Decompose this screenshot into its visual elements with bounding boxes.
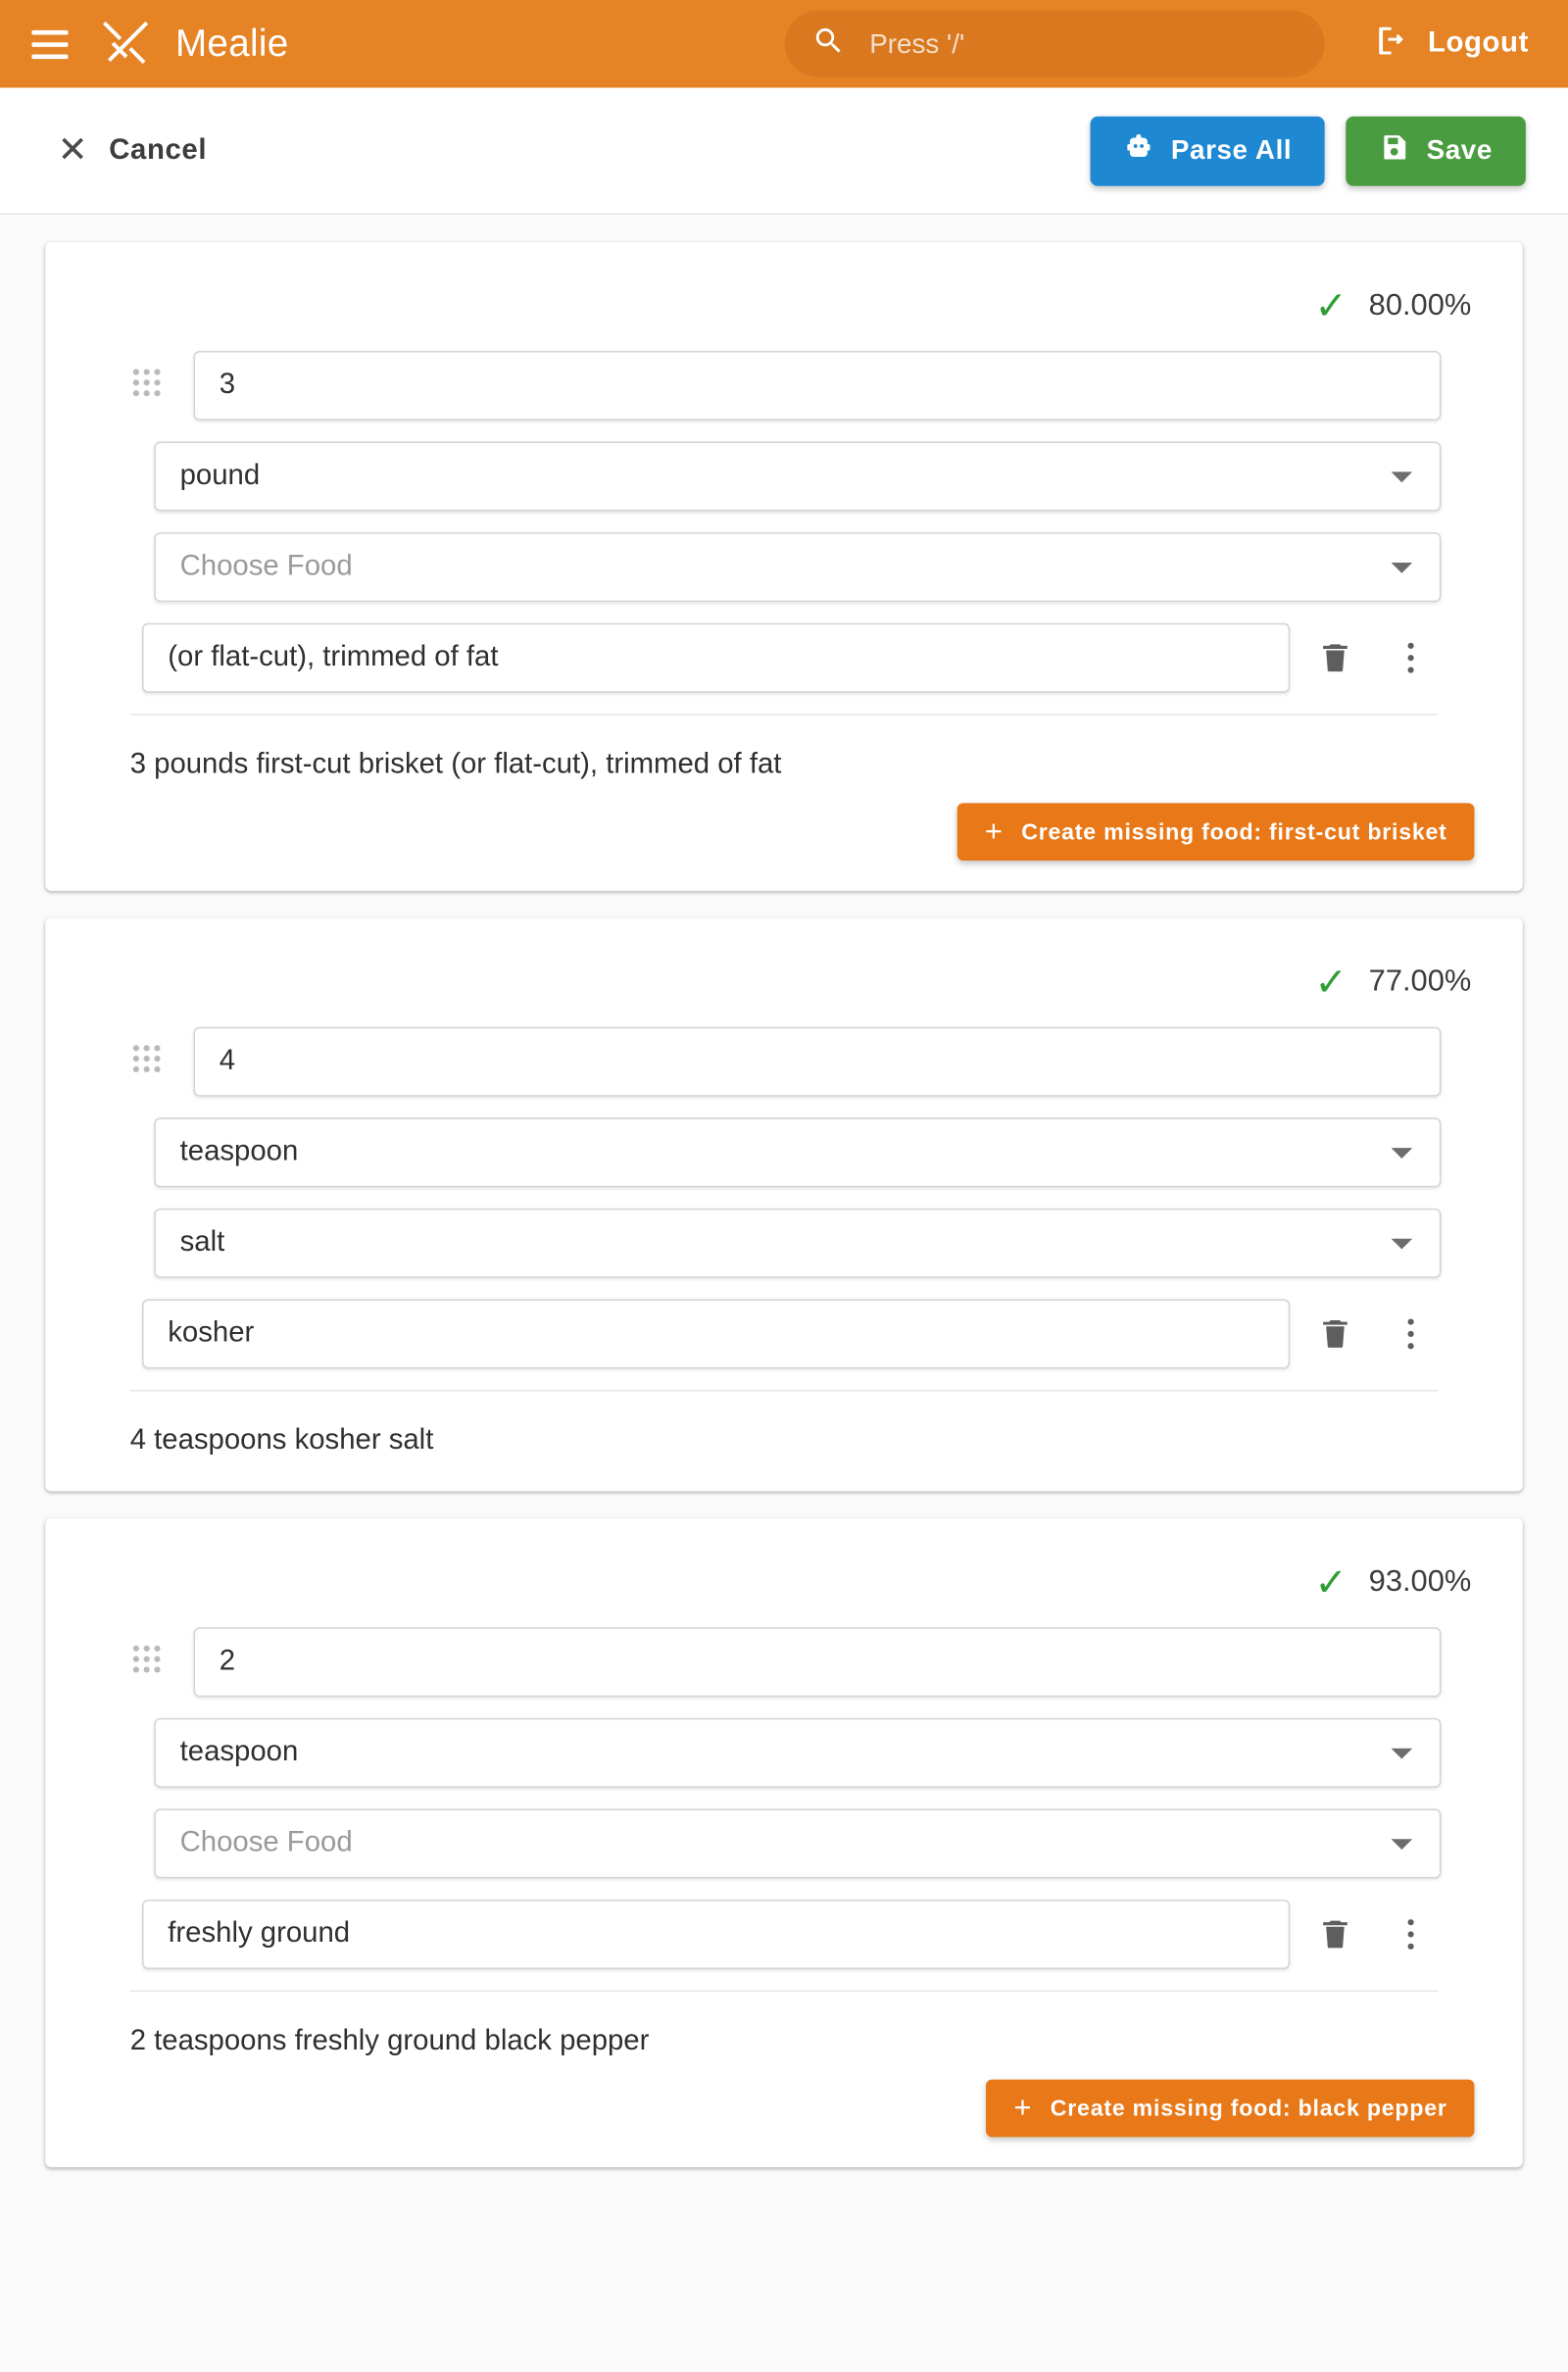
check-icon: ✓ xyxy=(1314,282,1348,328)
create-food-row xyxy=(78,791,1490,866)
unit-row xyxy=(154,1718,1441,1788)
parse-all-label: Parse All xyxy=(1170,134,1293,166)
brand[interactable] xyxy=(97,17,289,72)
ingredient-list xyxy=(0,242,1568,2167)
ingredient-card xyxy=(45,1518,1523,2167)
ingredient-fields xyxy=(78,1612,1490,1969)
save-label: Save xyxy=(1426,134,1493,166)
unit-select[interactable]: teaspoon xyxy=(154,1718,1441,1788)
original-text: 4 teaspoons kosher salt xyxy=(129,1424,434,1457)
drag-handle-icon[interactable] xyxy=(133,1646,167,1679)
ingredient-fields xyxy=(78,1012,1490,1368)
save-button[interactable] xyxy=(1347,116,1526,185)
action-buttons xyxy=(1091,116,1526,185)
cancel-button[interactable] xyxy=(57,128,208,171)
check-icon: ✓ xyxy=(1314,959,1348,1005)
original-text: 3 pounds first-cut brisket (or flat-cut), trimmed of fat xyxy=(129,748,782,781)
unit-select[interactable]: teaspoon xyxy=(154,1117,1441,1187)
fork-knife-logo-icon xyxy=(97,17,155,72)
ingredient-card xyxy=(45,242,1523,891)
food-row xyxy=(154,1209,1441,1278)
menu-icon[interactable] xyxy=(24,19,75,70)
plus-icon: + xyxy=(1013,2091,1033,2125)
create-missing-food-button[interactable] xyxy=(987,2080,1475,2138)
quantity-input[interactable]: 3 xyxy=(194,351,1442,420)
delete-icon[interactable] xyxy=(1305,1304,1366,1364)
save-disk-icon xyxy=(1380,131,1410,170)
unit-row xyxy=(154,442,1441,512)
quantity-row xyxy=(127,351,1442,420)
confidence-row xyxy=(78,275,1490,336)
ingredient-card xyxy=(45,918,1523,1492)
create-missing-food-label: Create missing food: first-cut brisket xyxy=(1021,818,1447,845)
food-select[interactable]: salt xyxy=(154,1209,1441,1278)
cancel-label: Cancel xyxy=(109,133,208,166)
search-icon xyxy=(812,24,846,65)
create-missing-food-label: Create missing food: black pepper xyxy=(1050,2095,1447,2122)
drag-handle-icon[interactable] xyxy=(133,369,167,402)
more-options-icon[interactable] xyxy=(1381,627,1442,688)
create-food-row xyxy=(78,2067,1490,2143)
food-row xyxy=(154,532,1441,602)
close-icon: ✕ xyxy=(57,128,88,171)
note-input[interactable]: freshly ground xyxy=(142,1900,1290,1969)
confidence-value: 80.00% xyxy=(1368,287,1472,321)
parse-all-button[interactable] xyxy=(1091,116,1325,185)
quantity-row xyxy=(127,1627,1442,1697)
create-missing-food-button[interactable] xyxy=(957,803,1474,861)
more-options-icon[interactable] xyxy=(1381,1904,1442,1965)
confidence-row xyxy=(78,1552,1490,1612)
note-row xyxy=(142,1299,1441,1368)
note-row xyxy=(142,623,1441,693)
more-options-icon[interactable] xyxy=(1381,1304,1442,1364)
delete-icon[interactable] xyxy=(1305,627,1366,688)
note-input[interactable]: kosher xyxy=(142,1299,1290,1368)
note-input[interactable]: (or flat-cut), trimmed of fat xyxy=(142,623,1290,693)
quantity-input[interactable]: 4 xyxy=(194,1027,1442,1097)
confidence-value: 93.00% xyxy=(1368,1564,1472,1599)
food-select[interactable]: Choose Food xyxy=(154,1808,1441,1878)
food-row xyxy=(154,1808,1441,1878)
drag-handle-icon[interactable] xyxy=(133,1045,167,1078)
original-text: 2 teaspoons freshly ground black pepper xyxy=(129,2025,650,2057)
search-box[interactable] xyxy=(785,11,1325,77)
app-header xyxy=(0,0,1568,87)
quantity-input[interactable]: 2 xyxy=(194,1627,1442,1697)
brand-name: Mealie xyxy=(174,22,289,65)
food-select[interactable]: Choose Food xyxy=(154,532,1441,602)
logout-label: Logout xyxy=(1427,26,1529,60)
logout-icon xyxy=(1373,22,1409,66)
robot-icon xyxy=(1124,131,1154,170)
confidence-value: 77.00% xyxy=(1368,964,1472,998)
unit-select[interactable]: pound xyxy=(154,442,1441,512)
check-icon: ✓ xyxy=(1314,1558,1348,1606)
editor-action-bar xyxy=(0,87,1568,215)
logout-button[interactable] xyxy=(1373,0,1529,87)
quantity-row xyxy=(127,1027,1442,1097)
search-input[interactable] xyxy=(866,26,1298,61)
confidence-row xyxy=(78,952,1490,1013)
ingredient-fields xyxy=(78,336,1490,693)
unit-row xyxy=(154,1117,1441,1187)
note-row xyxy=(142,1900,1441,1969)
plus-icon: + xyxy=(984,815,1004,849)
delete-icon[interactable] xyxy=(1305,1904,1366,1965)
